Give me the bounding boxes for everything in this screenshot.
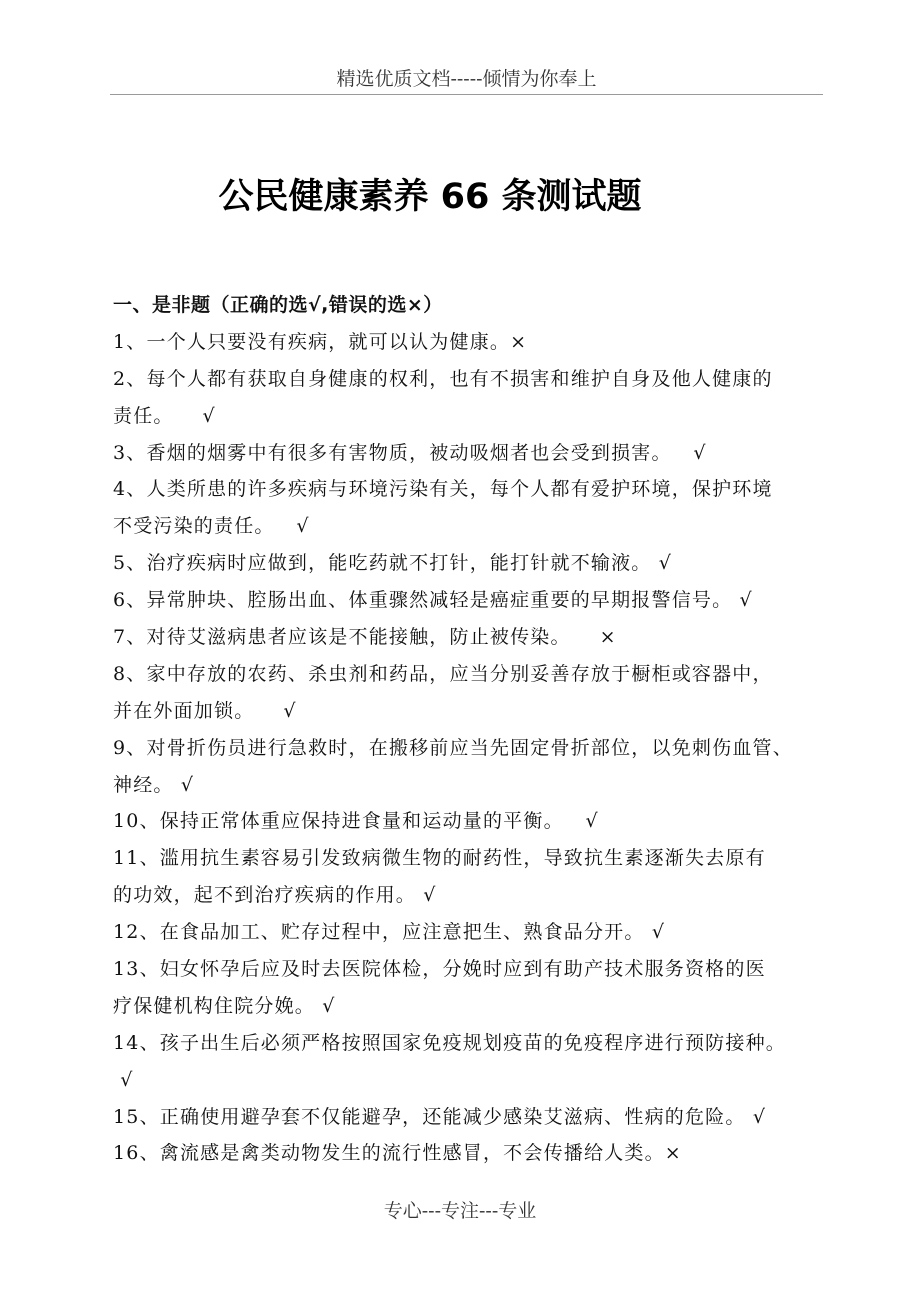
question-line: 4、人类所患的许多疾病与环境污染有关，每个人都有爱护环境，保护环境 <box>113 478 773 501</box>
question-line: 3、香烟的烟雾中有很多有害物质，被动吸烟者也会受到损害。 √ <box>113 441 707 464</box>
question-line: 8、家中存放的农药、杀虫剂和药品，应当分别妥善存放于橱柜或容器中， <box>113 662 773 685</box>
question-line: 7、对待艾滋病患者应该是不能接触，防止被传染。 × <box>113 626 617 649</box>
question-line: 不受污染的责任。 √ <box>113 515 310 538</box>
question-line: 13、妇女怀孕后应及时去医院体检，分娩时应到有助产技术服务资格的医 <box>113 958 766 981</box>
question-line: 11、滥用抗生素容易引发致病微生物的耐药性，导致抗生素逐渐失去原有 <box>113 847 766 870</box>
question-line: 责任。 √ <box>113 404 216 427</box>
section-heading: 一、是非题（正确的选√,错误的选×） <box>113 294 443 316</box>
question-line: 16、禽流感是禽类动物发生的流行性感冒，不会传播给人类。× <box>113 1142 682 1165</box>
question-line: 疗保健机构住院分娩。 √ <box>113 994 336 1017</box>
question-line: 神经。 √ <box>113 773 195 796</box>
question-line: √ <box>113 1068 134 1091</box>
page-footer: 专心---专注---专业 <box>383 1200 537 1222</box>
question-list <box>113 287 828 1172</box>
question-line: 6、异常肿块、腔肠出血、体重骤然减轻是癌症重要的早期报警信号。 √ <box>113 589 753 612</box>
question-line: 9、对骨折伤员进行急救时，在搬移前应当先固定骨折部位，以免刺伤血管、 <box>113 736 793 759</box>
page-header: 精选优质文档-----倾情为你奉上 <box>110 64 823 95</box>
question-line: 10、保持正常体重应保持进食量和运动量的平衡。 √ <box>113 810 599 833</box>
question-line: 并在外面加锁。 √ <box>113 699 297 722</box>
question-line: 12、在食品加工、贮存过程中，应注意把生、熟食品分开。 √ <box>113 921 666 944</box>
question-line: 的功效，起不到治疗疾病的作用。 √ <box>113 884 437 907</box>
question-line: 2、每个人都有获取自身健康的权利，也有不损害和维护自身及他人健康的 <box>113 367 773 390</box>
question-line: 14、孩子出生后必须严格按照国家免疫规划疫苗的免疫程序进行预防接种。 <box>113 1031 786 1054</box>
question-line: 15、正确使用避孕套不仅能避孕，还能减少感染艾滋病、性病的危险。 √ <box>113 1105 767 1128</box>
question-line: 1、一个人只要没有疾病，就可以认为健康。× <box>113 330 528 353</box>
document-title: 公民健康素养 66 条测试题 <box>218 177 642 217</box>
question-line: 5、治疗疾病时应做到，能吃药就不打针，能打针就不输液。 √ <box>113 552 673 575</box>
